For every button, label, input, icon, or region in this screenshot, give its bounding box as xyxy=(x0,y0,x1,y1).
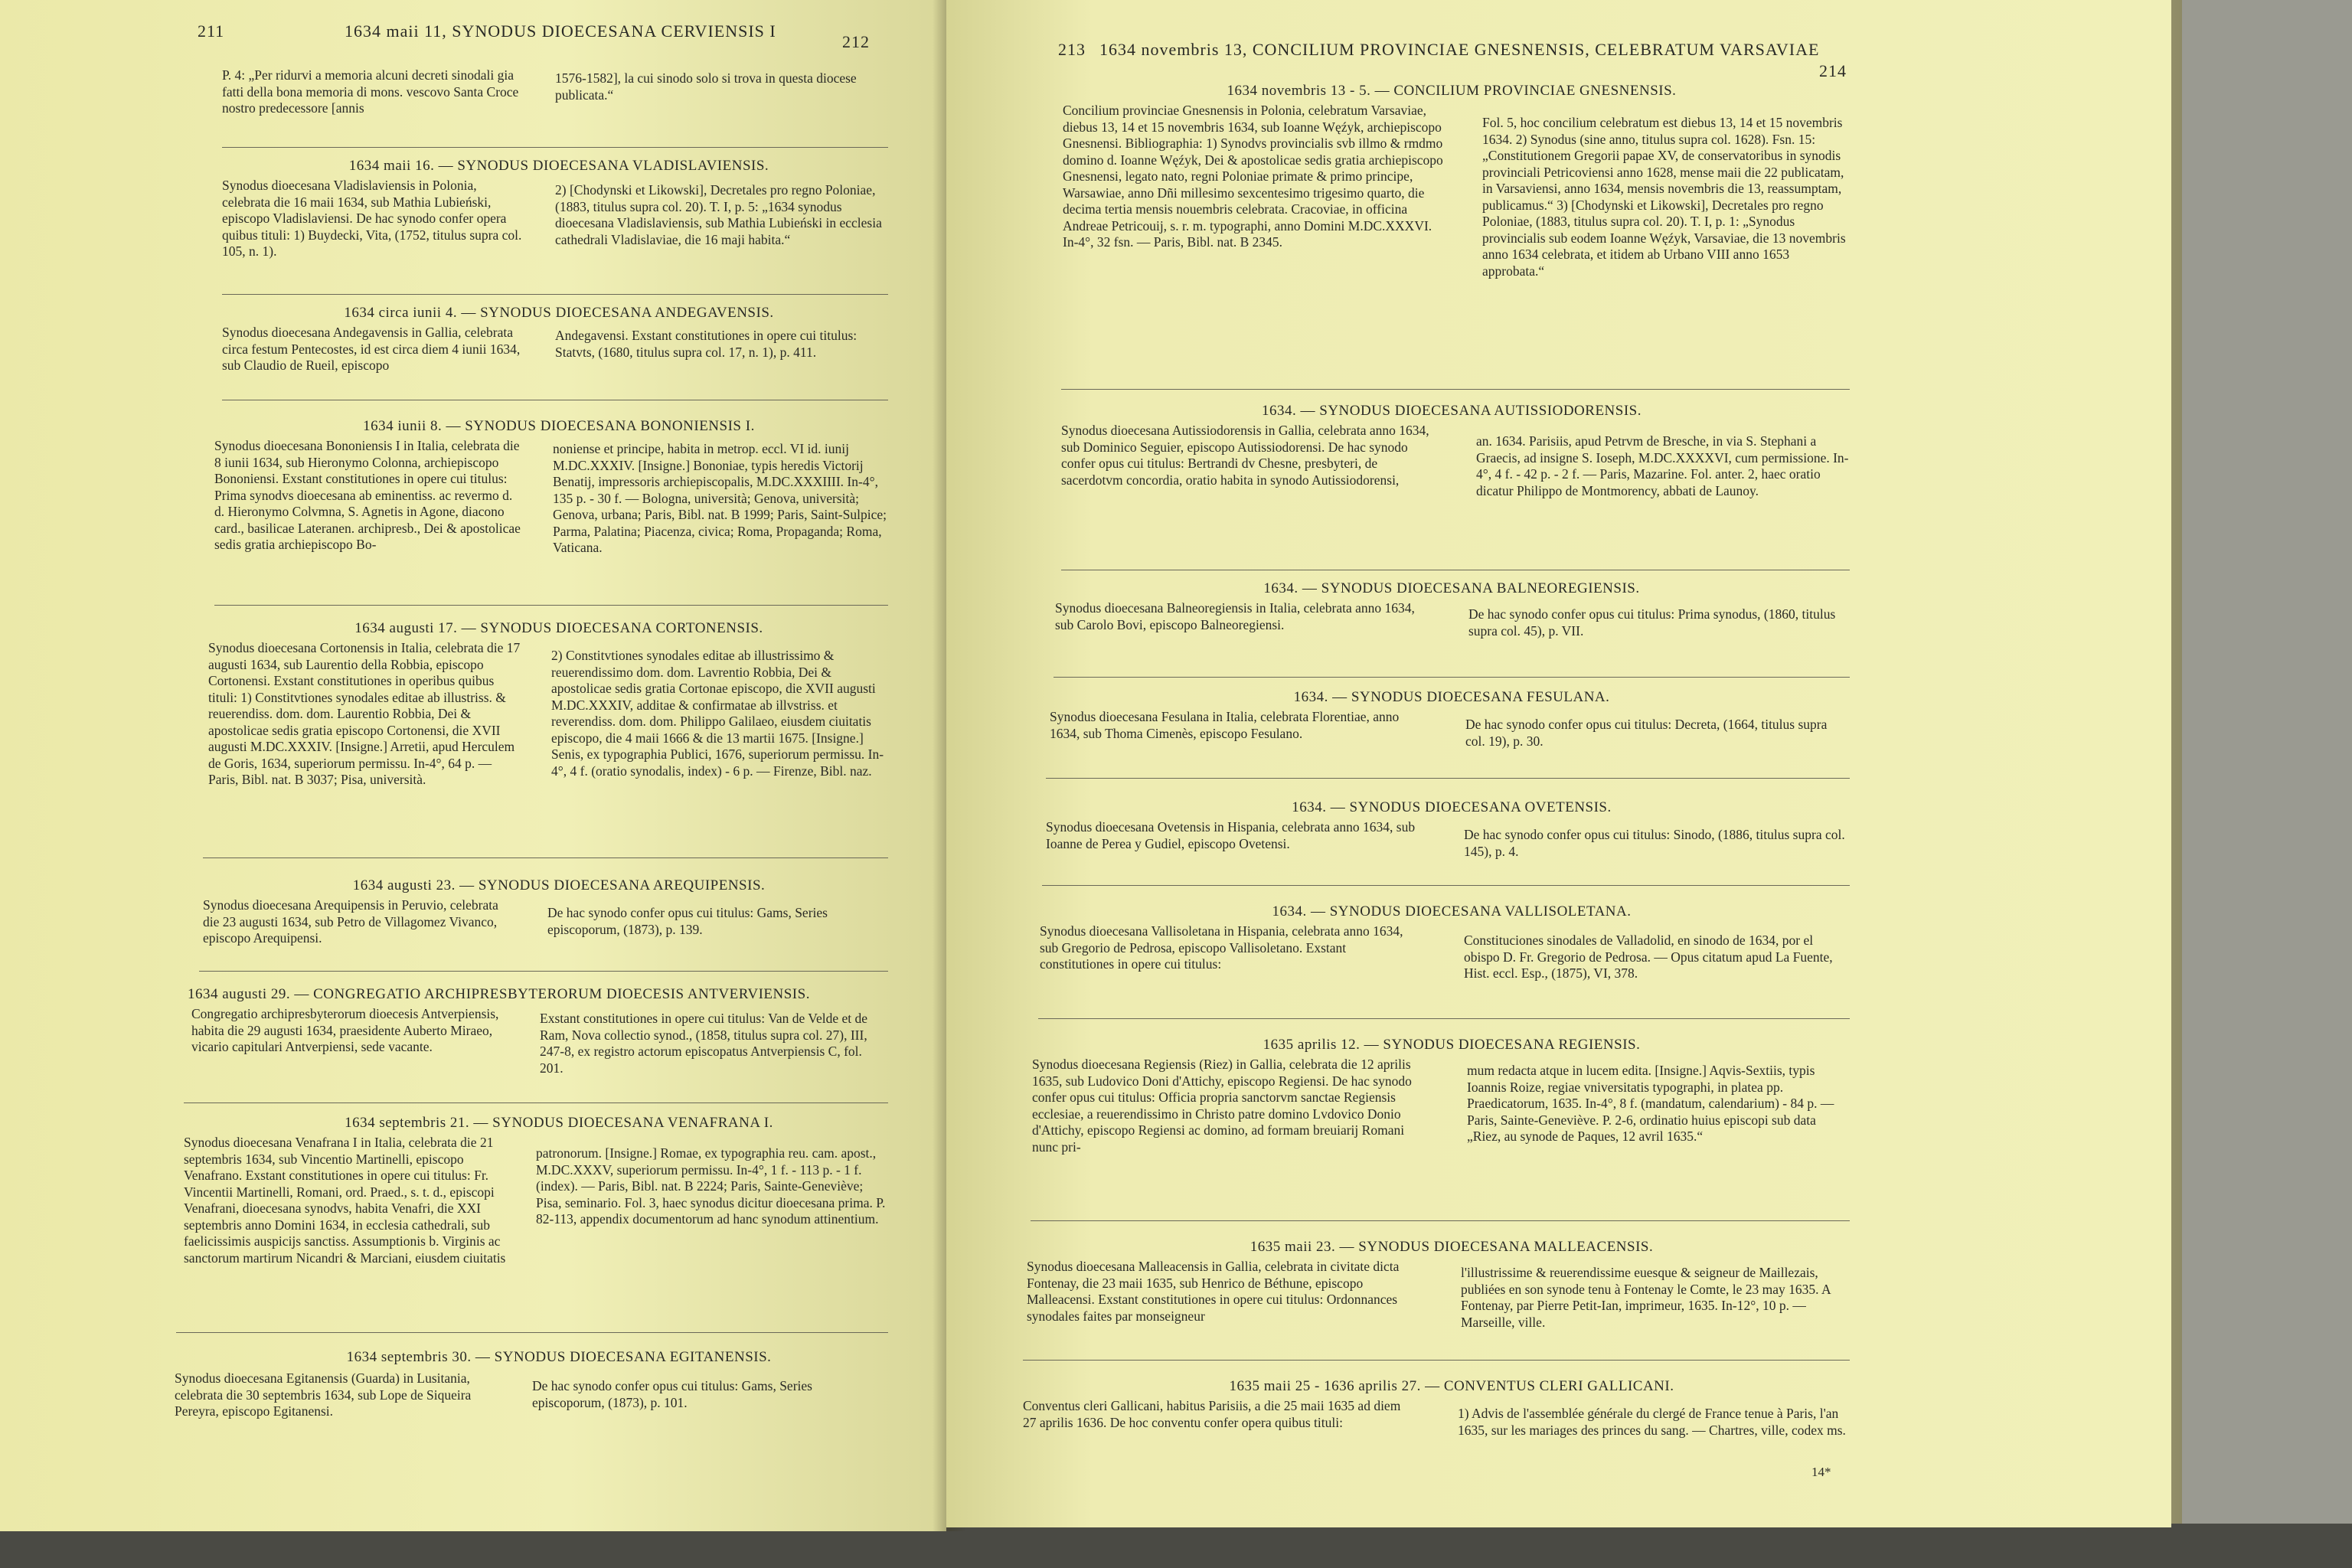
entry-col1: Congregatio archipresbyterorum dioecesis Antverpiensis, habita die 29 augusti 1634, praesidente Auberto Miraeo, vicario capitulari Antverpiensi, sede vacante. xyxy=(191,1006,499,1054)
entry-title: 1635 maii 25 - 1636 aprilis 27. — CONVENTUS CLERI GALLICANI. xyxy=(1229,1378,1674,1394)
entry-title: 1634. — SYNODUS DIOECESANA OVETENSIS. xyxy=(1292,799,1612,815)
continuation-col1: P. 4: „Per ridurvi a memoria alcuni decreti sinodali gia fatti della bona memoria di mons. vescovo Santa Croce nostro predecessore [annis xyxy=(222,67,519,116)
entry-title: 1634 septembris 21. — SYNODUS DIOECESANA VENAFRANA I. xyxy=(345,1115,773,1131)
entry-col2: 2) Constitvtiones synodales editae ab illustrissimo & reuerendissimo dom. dom. Lavrentio Robbia, Dei & apostolicae sedis gratia Cortonae episcopo, die XVII augusti M.DC.XXXIV, additae & confirmatae ab illvstriss. et reverendiss. dom. dom. Philippo Galilaeo, eiusdem ciuitatis episcopo, die 4 maii 1666 & die 13 martii 1675. [Insigne.] Senis, ex typographia Publici, 1676, superiorum permissu. In-4°, 4 f. (oratio synodalis, index) - 6 p. — Firenze, Bibl. naz. xyxy=(551,648,884,779)
divider xyxy=(1038,1018,1850,1019)
left-running-title: 1634 maii 11, SYNODUS DIOECESANA CERVIENSIS I xyxy=(345,21,776,41)
entry-col2: Constituciones sinodales de Valladolid, en sinodo de 1634, por el obispo D. Fr. Gregorio de Pedrosa. — Opus citatum apud La Fuente, Hist. eccl. Esp., (1875), VI, 378. xyxy=(1464,933,1833,981)
divider xyxy=(176,1332,888,1333)
entry-title: 1634 augusti 23. — SYNODUS DIOECESANA AREQUIPENSIS. xyxy=(352,877,766,893)
entry-col2: 1) Advis de l'assemblée générale du clergé de France tenue à Paris, l'an 1635, sur les mariages des princes du sang. — Chartres, ville, codex ms. xyxy=(1458,1406,1846,1438)
divider xyxy=(184,1102,888,1103)
entry-col2: De hac synodo confer opus cui titulus: Decreta, (1664, titulus supra col. 19), p. 30. xyxy=(1465,717,1828,749)
entry-title: 1634. — SYNODUS DIOECESANA VALLISOLETANA. xyxy=(1272,903,1632,920)
divider xyxy=(1061,389,1850,390)
left-page xyxy=(0,0,946,1531)
divider xyxy=(1023,1360,1850,1361)
entry-col1: Synodus dioecesana Venafrana I in Italia, celebrata die 21 septembris 1634, sub Vincentio Martinelli, episcopo Venafrano. Exstant constitutiones in opere cui titulus: Fr. Vincentii Martinelli, Romani, ord. Praed., s. t. d., episcopi Venafrani, dioecesana synodvs, habita Venafri, die XXI septembris anno Domini 1634, in ecclesia cathedrali, sub faelicissimis auspicijs sanctiss. Assumptionis b. Virginis ac sanctorum martirum Nicandri & Marciani, eiusdem ciuitatis xyxy=(184,1135,506,1266)
entry-col2: Andegavensi. Exstant constitutiones in opere cui titulus: Statvts, (1680, titulus supra col. 17, n. 1), p. 411. xyxy=(555,328,858,360)
left-page-number: 211 xyxy=(198,21,225,41)
entry-title: 1634 augusti 17. — SYNODUS DIOECESANA CORTONENSIS. xyxy=(354,620,763,636)
entry-col1: Synodus dioecesana Arequipensis in Peruvio, celebrata die 23 augusti 1634, sub Petro de Villagomez Vivanco, episcopo Arequipensi. xyxy=(203,897,498,946)
entry-col1: Synodus dioecesana Autissiodorensis in Gallia, celebrata anno 1634, sub Dominico Seguier, episcopo Autissiodorensi. De hac synodo confer opus cui titulus: Bertrandi dv Chesne, presbyteri, de sacerdotvm concordia, oratio habita in synodo Autissiodorensi, xyxy=(1061,423,1429,488)
divider xyxy=(199,971,888,972)
entry-col1: Synodus dioecesana Fesulana in Italia, celebrata Florentiae, anno 1634, sub Thoma Cimenès, episcopo Fesulano. xyxy=(1050,709,1400,741)
entry-col2: mum redacta atque in lucem edita. [Insigne.] Aqvis-Sextiis, typis Ioannis Roize, regiae vniversitatis typographi, in platea pp. Praedicatorum, 1635. In-4°, 8 f. (mandatum, calendarium) - 84 p. — Paris, Sainte-Geneviève. P. 2-6, ordinatio huius episcopi sub data „Riez, au synode de Paques, 12 avril 1635.“ xyxy=(1467,1063,1834,1144)
entry-col1: Synodus dioecesana Vallisoletana in Hispania, celebrata anno 1634, sub Gregorio de Pedrosa, episcopo Vallisoletano. Exstant constitutiones in opere cui titulus: xyxy=(1040,923,1403,972)
entry-col1: Synodus dioecesana Regiensis (Riez) in Gallia, celebrata die 12 aprilis 1635, sub Ludovico Doni d'Attichy, episcopo Regiensi. De hac synodo confer opus cui titulus: Officia propria sanctorvm sanctae Regiensis ecclesiae, a reuerendissimo in Christo patre domino Lvdovico Donio d'Attichy, episcopo Regiensi ac domino, ad formam breuiarij Romani nunc pri- xyxy=(1032,1057,1412,1155)
entry-col1: Synodus dioecesana Ovetensis in Hispania, celebrata anno 1634, sub Ioanne de Perea y Gudiel, episcopo Ovetensi. xyxy=(1046,819,1416,851)
entry-title: 1634. — SYNODUS DIOECESANA FESULANA. xyxy=(1293,689,1610,705)
entry-col2: Exstant constitutiones in opere cui titulus: Van de Velde et de Ram, Nova collectio synod., (1858, titulus supra col. 27), III, 247-8, ex registro actorum episcopatus Antverpiensis C, fol. 201. xyxy=(540,1011,868,1076)
right-running-title: 1634 novembris 13, CONCILIUM PROVINCIAE GNESNENSIS, CELEBRATUM VARSAVIAE xyxy=(1099,40,1820,59)
right-page-number: 213 xyxy=(1058,40,1086,59)
entry-title: 1634. — SYNODUS DIOECESANA AUTISSIODORENSIS. xyxy=(1262,403,1642,419)
entry-title: 1634 iunii 8. — SYNODUS DIOECESANA BONONIENSIS I. xyxy=(363,418,755,434)
entry-col1: Synodus dioecesana Balneoregiensis in Italia, celebrata anno 1634, sub Carolo Bovi, episcopo Balneoregiensi. xyxy=(1055,600,1415,632)
right-page xyxy=(946,0,2171,1527)
right-page-number-2: 214 xyxy=(1819,61,1847,80)
entry-col1: Synodus dioecesana Bononiensis I in Italia, celebrata die 8 iunii 1634, sub Hieronymo Colonna, archiepiscopo Bononiensi. Exstant constitutiones in opere cui titulus: Prima synodvs dioecesana ab eminentiss. ac revermo d. d. Hieronymo Colvmna, S. Agnetis in Agone, diacono card., basilicae Lateranen. archipresb., Dei & apostolicae sedis gratia archiepiscopo Bo- xyxy=(214,438,521,552)
entry-title: 1634 septembris 30. — SYNODUS DIOECESANA EGITANENSIS. xyxy=(346,1349,772,1365)
left-page-number-2: 212 xyxy=(842,32,870,51)
divider xyxy=(222,147,888,148)
entry-col2: l'illustrissime & reuerendissime euesque & seigneur de Maillezais, publiées en son synode tenu à Fontenay le Comte, le 23 may 1635. A Fontenay, par Pierre Petit-Ian, imprimeur, 1635. In-12°, 10 p. — Marseille, ville. xyxy=(1461,1265,1831,1330)
entry-col1: Concilium provinciae Gnesnensis in Polonia, celebratum Varsaviae, diebus 13, 14 et 15 novembris 1634, sub Ioanne Węźyk, archiepiscopo Gnesnensi. Bibliographia: 1) Synodvs provincialis svb illmo & rmdmo domino d. Ioanne Węźyk, Dei & apostolicae sedis gratia archiepiscopo Gnesnensi, legato nato, regni Poloniae primate & primo principe, Warsawiae, anno Dñi millesimo sexcentesimo trigesimo quarto, die decima tertia mensis nouembris celebrata. Cracoviae, in officina Andreae Petricouij, s. r. m. typographi, anno Domini M.DC.XXXVI. In-4°, 32 fsn. — Paris, Bibl. nat. B 2345. xyxy=(1063,103,1443,250)
entry-col2: noniense et principe, habita in metrop. eccl. VI id. iunij M.DC.XXXIV. [Insigne.] Bononiae, typis heredis Victorij Benatij, impressoris archiepiscopalis, M.DC.XXXIIII. In-4°, 135 p. - 30 f. — Bologna, università; Genova, università; Genova, urbana; Paris, Bibl. nat. B 1999; Paris, Saint-Sulpice; Parma, Palatina; Piacenza, civica; Roma, Propaganda; Roma, Vaticana. xyxy=(553,441,887,555)
entry-col1: Synodus dioecesana Malleacensis in Gallia, celebrata in civitate dicta Fontenay, die 23 maii 1635, sub Henrico de Béthune, episcopo Malleacensi. Exstant constitutiones in opere cui titulus: Ordonnances synodales faites par monseigneur xyxy=(1027,1259,1400,1324)
continuation-col2: 1576-1582], la cui sinodo solo si trova in questa diocese publicata.“ xyxy=(555,70,857,103)
entry-col1: Synodus dioecesana Andegavensis in Gallia, celebrata circa festum Pentecostes, id est circa diem 4 iunii 1634, sub Claudio de Rueil, episcopo xyxy=(222,325,521,373)
entry-title: 1634 novembris 13 - 5. — CONCILIUM PROVINCIAE GNESNENSIS. xyxy=(1227,83,1677,99)
entry-title: 1634 circa iunii 4. — SYNODUS DIOECESANA ANDEGAVENSIS. xyxy=(344,305,774,321)
entry-col2: Fol. 5, hoc concilium celebratum est diebus 13, 14 et 15 novembris 1634. 2) Synodus (sine anno, titulus supra col. 1628). Fsn. 15: „Constitutionem Gregorii papae XV, de conservatoribus in synodis provinciali Petricoviensi anno 1628, mense maii die 22 publicatam, in Varsaviensi, anno 1634, mensis novembris die 13, reassumptam, publicamus.“ 3) [Chodynski et Likowski], Decretales pro regno Poloniae, (1883, titulus supra col. 20). T. I, p. 1: „Synodus provincialis sub eodem Ioanne Węźyk, Varsaviae, die 13 novembris anno 1634 celebrata, et itidem ab Urbano VIII anno 1653 approbata.“ xyxy=(1482,115,1846,279)
divider xyxy=(222,294,888,295)
divider xyxy=(1031,1220,1850,1221)
entry-col1: Synodus dioecesana Egitanensis (Guarda) in Lusitania, celebrata die 30 septembris 1634, sub Lope de Siqueira Pereyra, episcopo Egitanensi. xyxy=(175,1370,472,1419)
entry-col2: De hac synodo confer opus cui titulus: Prima synodus, (1860, titulus supra col. 45), p. VII. xyxy=(1468,606,1836,639)
divider xyxy=(1054,677,1850,678)
divider xyxy=(214,605,888,606)
entry-col2: De hac synodo confer opus cui titulus: Gams, Series episcoporum, (1873), p. 139. xyxy=(547,905,828,937)
entry-title: 1634 maii 16. — SYNODUS DIOECESANA VLADISLAVIENSIS. xyxy=(348,158,769,174)
entry-title: 1634. — SYNODUS DIOECESANA BALNEOREGIENSIS. xyxy=(1263,580,1640,596)
entry-col1: Synodus dioecesana Cortonensis in Italia, celebrata die 17 augusti 1634, sub Laurentio della Robbia, episcopo Cortonensi. Exstant constitutiones in operibus quibus tituli: 1) Constitvtiones synodales editae ab illustriss. & reuerendiss. dom. dom. Laurentio Robbia, Dei & apostolicae sedis gratia episcopo Cortonensi, die XVII augusti M.DC.XXXIV. [Insigne.] Arretii, apud Herculem de Goris, 1634, superiorum permissu. In-4°, 64 p. — Paris, Bibl. nat. B 3037; Pisa, università. xyxy=(208,640,521,787)
divider xyxy=(1046,778,1850,779)
divider xyxy=(1042,885,1850,886)
entry-col2: 2) [Chodynski et Likowski], Decretales pro regno Poloniae, (1883, titulus supra col. 20). T. I, p. 5: „1634 synodus dioecesana Vladislaviensis, sub Mathia Lubieński in ecclesia cathedrali Vladislaviae, die 16 maji habita.“ xyxy=(555,182,882,247)
entry-col1: Synodus dioecesana Vladislaviensis in Polonia, celebrata die 16 maii 1634, sub Mathia Lubieński, episcopo Vladislaviensi. De hac synodo confer opera quibus tituli: 1) Buydecki, Vita, (1752, titulus supra col. 105, n. 1). xyxy=(222,178,522,259)
entry-col1: Conventus cleri Gallicani, habitus Parisiis, a die 25 maii 1635 ad diem 27 aprilis 1636. De hoc conventu confer opera quibus tituli: xyxy=(1023,1398,1401,1430)
entry-col2: patronorum. [Insigne.] Romae, ex typographia reu. cam. apost., M.DC.XXXV, superiorum permissu. In-4°, 1 f. - 113 p. - 1 f. (index). — Paris, Bibl. nat. B 2224; Paris, Sainte-Geneviève; Pisa, seminario. Fol. 3, haec synodus dicitur dioecesana prima. P. 82-113, appendix documentorum ad hanc synodum attinentium. xyxy=(536,1145,886,1227)
page-signature: 14* xyxy=(1811,1465,1831,1479)
entry-col2: De hac synodo confer opus cui titulus: Gams, Series episcoporum, (1873), p. 101. xyxy=(532,1378,812,1410)
entry-col2: an. 1634. Parisiis, apud Petrvm de Bresche, in via S. Stephani a Graecis, ad insigne S. Ioseph, M.DC.XXXXVI, cum permissione. In-4°, 4 f. - 42 p. - 2 f. — Paris, Mazarine. Fol. anter. 2, haec oratio dicatur Philippo de Montmorency, abbati de Launoy. xyxy=(1476,433,1849,498)
entry-col2: De hac synodo confer opus cui titulus: Sinodo, (1886, titulus supra col. 145), p. 4. xyxy=(1464,827,1845,859)
entry-title: 1635 aprilis 12. — SYNODUS DIOECESANA REGIENSIS. xyxy=(1263,1037,1641,1053)
entry-title: 1634 augusti 29. — CONGREGATIO ARCHIPRESBYTERORUM DIOECESIS ANTVERVIENSIS. xyxy=(188,986,810,1002)
entry-title: 1635 maii 23. — SYNODUS DIOECESANA MALLEACENSIS. xyxy=(1250,1239,1654,1255)
table-surface xyxy=(2174,0,2352,1568)
